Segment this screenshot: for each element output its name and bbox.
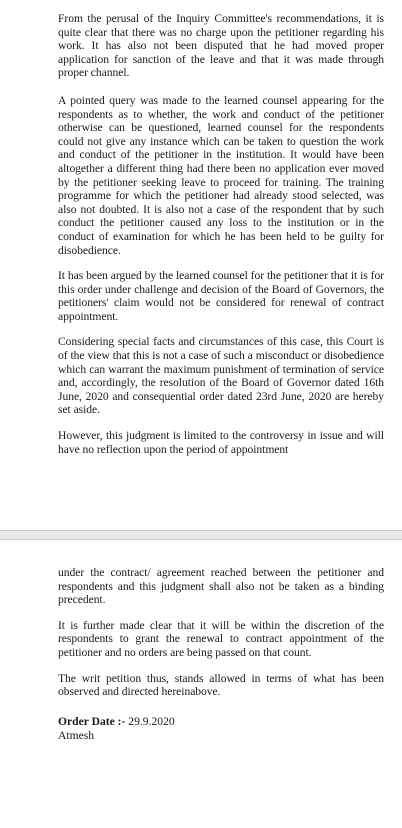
- order-date-label: Order Date :-: [58, 714, 126, 728]
- order-date-line: [58, 715, 384, 729]
- paragraph-inquiry-committee: From the perusal of the Inquiry Committee's recommendations, it is quite clear that there was no charge upon the petitioner regarding his work. It has also not been disputed that he had moved proper application for sanction of the leave and that it was made through proper channel.: [58, 12, 384, 80]
- document-page-2: [0, 540, 402, 828]
- paragraph-petitioner-argument: It has been argued by the learned counsel for the petitioner that it is for this order under challenge and decision of the Board of Governors, the petitioners' claim would not be considered for renewal of contract appointment.: [58, 269, 384, 323]
- paragraph-writ-allowed: The writ petition thus, stands allowed in terms of what has been observed and directed hereinabove.: [58, 671, 384, 699]
- paragraph-pointed-query: A pointed query was made to the learned counsel appearing for the respondents as to whether, the work and conduct of the petitioner otherwise can be questioned, learned counsel for the respondents could not give any instance which can be taken to question the work and conduct of the petitioner in the institution. It would have been altogether a different thing had there been no application ever moved by the petitioner seeking leave to proceed for training. The training programme for which the petitioner had already stood selected, was also not doubted. It is also not a case of the respondent that by such conduct the petitioner caused any loss to the institution or in the conduct of examination for which he has been held to be guilty for disobedience.: [58, 93, 384, 257]
- order-date-value: 29.9.2020: [128, 714, 175, 728]
- page-separator: [0, 530, 402, 540]
- paragraph-contract-agreement: under the contract/ agreement reached between the petitioner and respondents and this judgment shall also not be taken as a binding precedent.: [58, 566, 384, 607]
- paragraph-court-view: Considering special facts and circumstances of this case, this Court is of the view that this is not a case of such a misconduct or disobedience which can warrant the maximum punishment of termination of service and, accordingly, the resolution of the Board of Governor dated 16th June, 2020 and consequential order dated 23rd June, 2020 are hereby set aside.: [58, 335, 384, 417]
- author-name: Atmesh: [58, 728, 95, 742]
- paragraph-discretion: It is further made clear that it will be within the discretion of the respondents to grant the renewal to contract appointment of the petitioner and no orders are being passed on that count.: [58, 618, 384, 659]
- paragraph-judgment-limited: However, this judgment is limited to the controversy in issue and will have no reflection upon the period of appointment: [58, 429, 384, 456]
